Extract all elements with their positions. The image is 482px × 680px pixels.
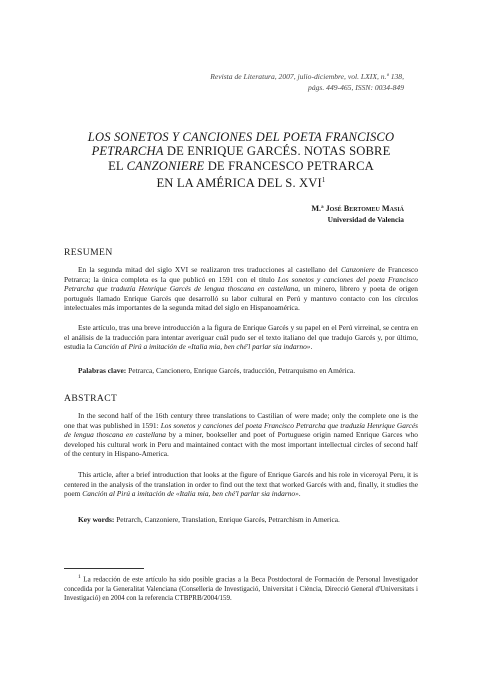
- resumen-heading: RESUMEN: [64, 247, 113, 258]
- journal-citation: [84, 72, 404, 93]
- abstract-keywords-text: Petrarch, Canzoniere, Translation, Enrique Garcés, Petrarchism in America.: [114, 515, 340, 524]
- title-line-4-text: EN LA AMÉRICA DEL S. XVI: [156, 176, 322, 191]
- resumen-keywords-text: Petrarca, Cancionero, Enrique Garcés, traducción, Petrarquismo en América.: [126, 366, 356, 375]
- resumen-p2-c: .: [310, 342, 313, 352]
- abstract-p1-b: Los sonetos y canciones del poeta Francisco Petrarcha que traduzía Henrique Garcés de lengua thoscana en castellana: [64, 420, 418, 440]
- resumen-paragraph-2: [64, 323, 418, 352]
- resumen-p1-d: Los sonetos y canciones del poeta Francisco Petrarcha que traduzía Henrique Garcés de lengua thoscana en castellana: [64, 274, 419, 294]
- article-title: [64, 130, 418, 191]
- resumen-p1-e: , un minero, librero y poeta de origen portugués llamado Enrique Garcés que desarrolló su labor cultural en Perú y mantuvo contacto con los círculos intelectuales más importantes de la segunda mitad del siglo en Hispanoamérica.: [64, 284, 418, 313]
- footnote-mark: 1: [78, 574, 81, 580]
- journal-line-2: págs. 449-465, ISSN: 0034-849: [308, 82, 404, 92]
- abstract-p1-c: by a miner, bookseller and poet of Portuguese origin named Enrique Garces who developed his cultural work in Peru and maintained contact with the most important intellectual circles of second half of the century in Hispano-America.: [64, 430, 418, 459]
- author-name: M.ª José Bertomeu Masiá: [311, 204, 404, 213]
- title-line-3-rest: DE FRANCESCO PETRARCA: [204, 158, 374, 173]
- abstract-heading: ABSTRACT: [64, 393, 118, 404]
- abstract-p2-a: This article, after a brief introduction that looks at the figure of Enrique Garcés and his role in viceroyal Peru, it is centered in the analysis of the translation in order to find out the text that worked Garcés with and, finally, it studies the poem: [64, 470, 418, 499]
- resumen-p1-a: En la segunda mitad del siglo XVI se realizaron tres traducciones al castellano del: [78, 265, 341, 274]
- resumen-keywords-label: Palabras clave:: [78, 366, 127, 375]
- abstract-p2-c: .: [298, 489, 301, 499]
- abstract-p1-a: In the second half of the 16th century three translations to Castilian of were made; only the complete one is the one that was published in 1591:: [64, 411, 418, 430]
- footnote-text: La redacción de este artículo ha sido posible gracias a la Beca Postdoctoral de Formación de Personal Investigador concedida por la Generalitat Valenciana (Conselleria de Investigació, Universitat i Ciència, Direcció General d'Universitats i Investigació) en 2004 con la referencia CTBPRB/2004/159.: [64, 575, 418, 602]
- abstract-keywords-label: Key words:: [78, 515, 115, 524]
- resumen-p2-b: Canción al Pirú a imitación de «Italia mia, ben ché'l parlar sia indarno»: [93, 342, 311, 352]
- resumen-paragraph-1: [64, 265, 418, 313]
- author-block: [84, 204, 404, 225]
- title-line-3-pre: EL: [108, 158, 127, 173]
- abstract-paragraph-1: [64, 411, 418, 459]
- title-line-2-italic: PETRARCHA: [91, 144, 164, 159]
- resumen-p2-a: Este artículo, tras una breve introducción a la figura de Enrique Garcés y su papel en el Perú virreinal, se centra en el análisis de la traducción para intentar averiguar cuál pudo ser el texto italiano del que tradujo Garcés y, por último, estudia la: [64, 323, 418, 352]
- resumen-p1-b: Canzoniere: [340, 265, 375, 274]
- title-line-1: LOS SONETOS Y CANCIONES DEL POETA FRANCISCO: [87, 130, 395, 144]
- title-line-2: [64, 144, 418, 158]
- author-affiliation: Universidad de Valencia: [327, 214, 404, 224]
- title-line-3: [64, 159, 418, 173]
- footnote: [64, 573, 418, 603]
- title-footnote-mark: 1: [321, 176, 326, 185]
- abstract-p2-b: Canción al Pirú a imitación de «Italia mia, ben ché'l parlar sia indarno»: [82, 489, 299, 499]
- title-line-3-italic: CANZONIERE: [126, 158, 205, 173]
- title-line-2-rest: DE ENRIQUE GARCÉS. NOTAS SOBRE: [163, 144, 391, 159]
- journal-line-1: Revista de Literatura, 2007, julio-diciembre, vol. LXIX, n.º 138,: [210, 72, 404, 81]
- resumen-p1-c: de Francesco Petrarca; la única completa es la que publicó en 1591 con el título: [64, 265, 418, 284]
- resumen-keywords: [64, 366, 418, 376]
- title-line-4: [64, 173, 418, 191]
- abstract-keywords: [64, 515, 418, 525]
- footnote-divider: [64, 568, 144, 569]
- abstract-paragraph-2: [64, 470, 418, 499]
